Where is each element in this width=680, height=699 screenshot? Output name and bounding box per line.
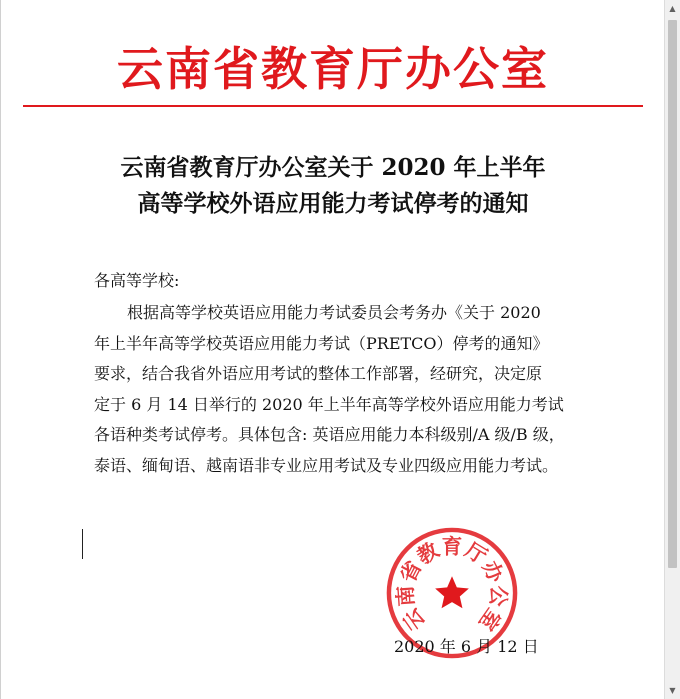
seal-character: 南	[393, 584, 419, 608]
seal-character: 办	[477, 556, 509, 587]
body-text	[94, 298, 584, 481]
body-line: 要求，结合我省外语应用考试的整体工作部署，经研究，决定原	[94, 364, 543, 383]
seal-character: 教	[412, 537, 444, 570]
body-line: 根据高等学校英语应用能力考试委员会考务办《关于 2020	[127, 303, 541, 322]
seal-character: 云	[398, 604, 430, 635]
seal-character: 室	[474, 604, 506, 635]
vertical-scrollbar[interactable]	[664, 0, 680, 699]
body-line: 各语种类考试停考。具体包含: 英语应用能力本科级别/A 级/B 级，	[94, 425, 565, 444]
letterhead-title: 云南省教育厅办公室	[117, 42, 549, 96]
document-date: 2020 年 6 月 12 日	[394, 637, 539, 656]
text-cursor	[82, 529, 83, 559]
seal-character: 厅	[460, 537, 492, 570]
body-line: 泰语、缅甸语、越南语非专业应用考试及专业四级应用能力考试。	[94, 455, 559, 475]
star-icon	[435, 576, 469, 608]
seal-character: 育	[441, 534, 463, 559]
letterhead-rule	[23, 105, 643, 107]
body-line: 定于 6 月 14 日举行的 2020 年上半年高等学校外语应用能力考试	[94, 394, 564, 414]
salutation: 各高等学校:	[94, 271, 180, 290]
scrollbar-thumb[interactable]	[668, 20, 677, 568]
arrow-up-icon[interactable]: ▲	[669, 4, 676, 13]
arrow-down-icon[interactable]: ▼	[669, 686, 676, 695]
document-title	[1, 150, 665, 222]
seal-character: 省	[395, 556, 427, 587]
document-title-line: 高等学校外语应用能力考试停考的通知	[137, 190, 529, 217]
seal-character: 公	[485, 584, 511, 608]
document-title-line: 云南省教育厅办公室关于 2020 年上半年	[120, 154, 546, 181]
body-line: 年上半年高等学校英语应用能力考试（PRETCO）停考的通知》	[94, 333, 549, 353]
